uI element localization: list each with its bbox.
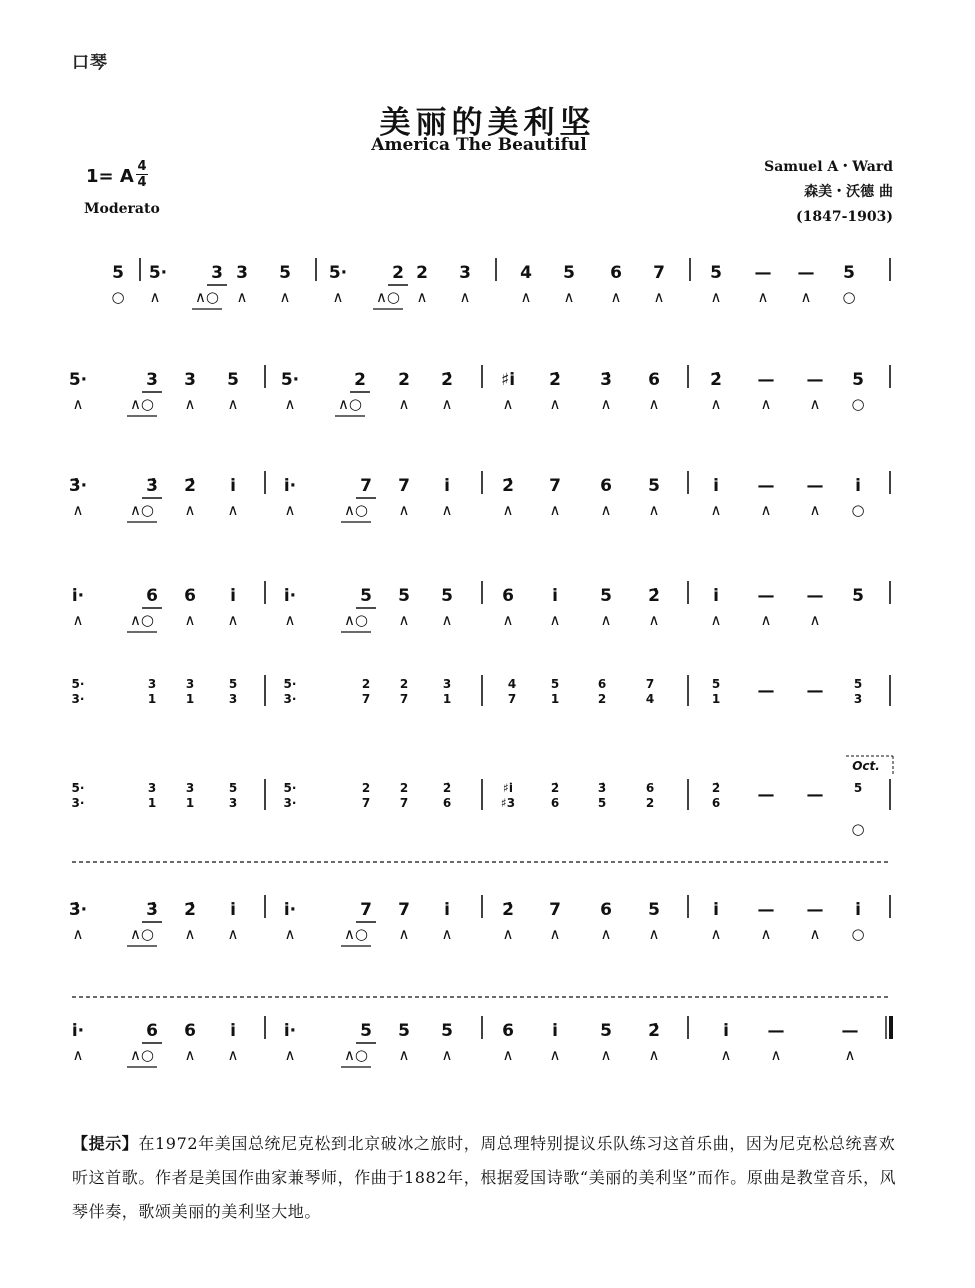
draw-mark: ∧: [600, 395, 612, 413]
note: i̇: [713, 900, 719, 920]
draw-mark: ∧: [227, 611, 239, 629]
chord-upper-note: 5: [853, 781, 863, 795]
chord-upper-note: 3: [442, 677, 452, 691]
note: 5: [600, 586, 612, 606]
chord-lower-note: 3·: [283, 796, 297, 810]
note: 5: [441, 1021, 453, 1041]
note: 7: [398, 900, 410, 920]
chord-upper-note: 5: [550, 677, 560, 691]
note: 2̇: [441, 370, 453, 390]
series-label: 口琴: [72, 53, 108, 73]
draw-mark: ∧: [502, 1046, 514, 1064]
note: i̇·: [283, 900, 297, 920]
chord-upper-note: 5: [228, 781, 238, 795]
meter-top: 4: [137, 159, 147, 174]
note: i̇·: [283, 1021, 297, 1041]
note: 2: [416, 263, 428, 283]
sustain-dash: —: [757, 476, 775, 496]
chord-upper-note: 2̇: [550, 781, 560, 795]
note: i̇: [855, 476, 861, 496]
note: 3̇·: [68, 900, 88, 920]
sustain-dash: —: [806, 370, 824, 390]
chord-upper-note: ♯i̇: [503, 781, 513, 795]
draw-mark: ∧: [549, 501, 561, 519]
chord-lower-note: 7: [361, 692, 371, 706]
note: 2̇: [648, 586, 660, 606]
note: 5: [398, 586, 410, 606]
draw-mark: ∧: [800, 288, 812, 306]
note: 2̇: [710, 370, 722, 390]
draw-mark: ∧○: [194, 288, 220, 306]
note: 2̇: [502, 476, 514, 496]
note: i̇·: [283, 476, 297, 496]
draw-mark: ∧○: [129, 611, 155, 629]
draw-mark: ∧○: [343, 1046, 369, 1064]
draw-mark: ∧: [610, 288, 622, 306]
draw-mark: ∧: [441, 1046, 453, 1064]
note: 5: [852, 370, 864, 390]
draw-mark: ∧: [398, 925, 410, 943]
song-title-chinese: 美丽的美利坚: [379, 105, 596, 141]
chord-lower-note: 1: [147, 692, 157, 706]
chord-upper-note: 5: [711, 677, 721, 691]
blow-mark: ○: [851, 501, 865, 519]
draw-mark: ∧: [809, 925, 821, 943]
note: 3̇: [146, 900, 158, 920]
note: 6: [648, 370, 660, 390]
draw-mark: ∧: [648, 1046, 660, 1064]
note: i̇: [230, 900, 236, 920]
draw-mark: ∧: [809, 611, 821, 629]
draw-mark: ∧: [600, 501, 612, 519]
chord-lower-note: 3·: [71, 692, 85, 706]
draw-mark: ∧: [600, 611, 612, 629]
note: 2̇: [184, 476, 196, 496]
note: 3̇: [600, 370, 612, 390]
draw-mark: ∧: [227, 1046, 239, 1064]
draw-mark: ∧: [549, 395, 561, 413]
note: 2̇: [549, 370, 561, 390]
sustain-dash: —: [757, 785, 775, 805]
note: 4: [520, 263, 532, 283]
draw-mark: ∧: [757, 288, 769, 306]
note: 3̇: [146, 476, 158, 496]
draw-mark: ∧: [809, 501, 821, 519]
draw-mark: ∧: [710, 611, 722, 629]
chord-lower-note: ♯3: [500, 796, 516, 810]
chord-lower-note: 2: [597, 692, 607, 706]
blow-mark: ○: [111, 288, 125, 306]
chord-upper-note: 4: [507, 677, 517, 691]
tip-label: 【提示】: [72, 1134, 139, 1153]
note: 5: [843, 263, 855, 283]
chord-lower-note: 1: [185, 692, 195, 706]
note: 7: [360, 476, 372, 496]
chord-lower-note: 3: [853, 692, 863, 706]
meter-bottom: 4: [137, 175, 147, 190]
draw-mark: ∧: [184, 611, 196, 629]
composer-english: Samuel A・Ward: [764, 159, 893, 175]
draw-mark: ∧: [720, 1046, 732, 1064]
draw-mark: ∧: [441, 501, 453, 519]
note: i̇·: [71, 586, 85, 606]
draw-mark: ∧: [600, 1046, 612, 1064]
chord-lower-note: 1: [442, 692, 452, 706]
draw-mark: ∧: [398, 611, 410, 629]
octave-label: Oct.: [852, 759, 880, 773]
draw-mark: ∧: [398, 395, 410, 413]
draw-mark: ∧: [648, 395, 660, 413]
draw-mark: ∧○: [375, 288, 401, 306]
note: 2̇: [648, 1021, 660, 1041]
note: 3: [236, 263, 248, 283]
note: 5·: [328, 263, 348, 283]
note: 3: [211, 263, 223, 283]
draw-mark: ∧: [72, 925, 84, 943]
chord-lower-note: 6: [550, 796, 560, 810]
draw-mark: ∧: [549, 925, 561, 943]
sustain-dash: —: [806, 900, 824, 920]
note: ♯i̇: [500, 370, 516, 390]
chord-upper-note: 5·: [71, 677, 85, 691]
draw-mark: ∧: [236, 288, 248, 306]
note: 5: [648, 476, 660, 496]
draw-mark: ∧: [760, 611, 772, 629]
draw-mark: ∧: [279, 288, 291, 306]
draw-mark: ∧: [72, 501, 84, 519]
blow-mark: ○: [842, 288, 856, 306]
draw-mark: ∧: [760, 925, 772, 943]
draw-mark: ∧: [710, 501, 722, 519]
draw-mark: ∧: [770, 1046, 782, 1064]
draw-mark: ∧: [648, 925, 660, 943]
draw-mark: ∧: [284, 611, 296, 629]
note: 5: [648, 900, 660, 920]
note: i̇: [444, 476, 450, 496]
chord-upper-note: 2: [399, 781, 409, 795]
note: 6: [502, 586, 514, 606]
chord-upper-note: 5·: [71, 781, 85, 795]
note: 3̇·: [68, 476, 88, 496]
draw-mark: ∧: [809, 395, 821, 413]
draw-mark: ∧: [184, 1046, 196, 1064]
note: 5: [360, 586, 372, 606]
note: 2: [398, 370, 410, 390]
note: 6: [146, 1021, 158, 1041]
draw-mark: ∧: [502, 501, 514, 519]
draw-mark: ∧○: [129, 395, 155, 413]
chord-upper-note: 6: [597, 677, 607, 691]
chord-upper-note: 3: [147, 677, 157, 691]
draw-mark: ∧○: [129, 925, 155, 943]
draw-mark: ∧: [284, 1046, 296, 1064]
draw-mark: ∧: [710, 395, 722, 413]
chord-upper-note: 5·: [283, 677, 297, 691]
note: 5: [112, 263, 124, 283]
draw-mark: ∧○: [343, 611, 369, 629]
sustain-dash: —: [757, 370, 775, 390]
sustain-dash: —: [757, 586, 775, 606]
draw-mark: ∧○: [343, 925, 369, 943]
note: i̇: [444, 900, 450, 920]
sustain-dash: —: [797, 263, 815, 283]
composer-chinese: 森美・沃德 曲: [804, 184, 893, 200]
draw-mark: ∧: [398, 501, 410, 519]
chord-upper-note: 7: [645, 677, 655, 691]
chord-lower-note: 3: [228, 692, 238, 706]
sustain-dash: —: [754, 263, 772, 283]
draw-mark: ∧: [710, 288, 722, 306]
draw-mark: ∧: [520, 288, 532, 306]
draw-mark: ∧: [72, 395, 84, 413]
chord-lower-note: 3·: [71, 796, 85, 810]
chord-upper-note: 3: [185, 781, 195, 795]
note: 5·: [280, 370, 300, 390]
chord-upper-note: 6: [645, 781, 655, 795]
draw-mark: ∧: [184, 501, 196, 519]
note: 5: [398, 1021, 410, 1041]
chord-lower-note: 6: [711, 796, 721, 810]
draw-mark: ∧: [184, 925, 196, 943]
note: 7: [549, 476, 561, 496]
note: 5·: [68, 370, 88, 390]
chord-lower-note: 1: [147, 796, 157, 810]
draw-mark: ∧: [648, 611, 660, 629]
chord-lower-note: 7: [399, 796, 409, 810]
note: 3: [184, 370, 196, 390]
sustain-dash: —: [841, 1021, 859, 1041]
note: 7: [549, 900, 561, 920]
chord-upper-note: 2: [399, 677, 409, 691]
draw-mark: ∧: [441, 925, 453, 943]
draw-mark: ∧: [459, 288, 471, 306]
note: i̇: [723, 1021, 729, 1041]
chord-lower-note: 4: [645, 692, 655, 706]
note: 5: [563, 263, 575, 283]
note: 3: [146, 370, 158, 390]
draw-mark: ∧: [72, 611, 84, 629]
chord-upper-note: 3: [147, 781, 157, 795]
draw-mark: ∧: [648, 501, 660, 519]
chord-upper-note: 5: [853, 677, 863, 691]
blow-mark: ○: [851, 820, 865, 838]
note: 6: [146, 586, 158, 606]
chord-upper-note: 2̇: [711, 781, 721, 795]
draw-mark: ∧: [502, 925, 514, 943]
chord-upper-note: 2: [361, 677, 371, 691]
draw-mark: ∧: [332, 288, 344, 306]
note: 2: [392, 263, 404, 283]
draw-mark: ∧: [227, 395, 239, 413]
note: i̇: [230, 586, 236, 606]
draw-mark: ∧: [227, 501, 239, 519]
note: 7: [398, 476, 410, 496]
blow-mark: ○: [851, 395, 865, 413]
draw-mark: ∧: [441, 395, 453, 413]
draw-mark: ∧: [398, 1046, 410, 1064]
note: i̇: [552, 1021, 558, 1041]
sustain-dash: —: [757, 900, 775, 920]
key-signature: 1= A: [86, 166, 134, 187]
sustain-dash: —: [806, 785, 824, 805]
tip-text: 在1972年美国总统尼克松到北京破冰之旅时，周总理特别提议乐队练习这首乐曲，因为尼克松总统喜欢听这首歌。作者是美国作曲家兼琴师，作曲于1882年，根据爱国诗歌“美丽的美利坚”而作。原曲是教堂音乐，风琴伴奏，歌颂美丽的美利坚大地。: [72, 1134, 897, 1221]
tempo-marking: Moderato: [84, 201, 160, 217]
draw-mark: ∧: [284, 501, 296, 519]
tip-paragraph: [72, 1127, 900, 1229]
note: i̇: [552, 586, 558, 606]
draw-mark: ∧: [184, 395, 196, 413]
note: 5: [360, 1021, 372, 1041]
chord-upper-note: 2̇: [442, 781, 452, 795]
blow-mark: ○: [851, 925, 865, 943]
chord-lower-note: 6: [442, 796, 452, 810]
chord-lower-note: 3: [228, 796, 238, 810]
draw-mark: ∧: [760, 395, 772, 413]
draw-mark: ∧: [760, 501, 772, 519]
chord-upper-note: 3: [185, 677, 195, 691]
draw-mark: ∧: [502, 395, 514, 413]
chord-lower-note: 7: [399, 692, 409, 706]
chord-upper-note: 5·: [283, 781, 297, 795]
note: 5·: [148, 263, 168, 283]
chord-lower-note: 3·: [283, 692, 297, 706]
draw-mark: ∧: [149, 288, 161, 306]
sustain-dash: —: [757, 681, 775, 701]
sustain-dash: —: [806, 681, 824, 701]
draw-mark: ∧: [549, 1046, 561, 1064]
sustain-dash: —: [806, 586, 824, 606]
note: 6: [184, 586, 196, 606]
draw-mark: ∧: [72, 1046, 84, 1064]
note: i̇: [713, 586, 719, 606]
draw-mark: ∧: [549, 611, 561, 629]
draw-mark: ∧: [710, 925, 722, 943]
chord-upper-note: 5: [228, 677, 238, 691]
draw-mark: ∧: [653, 288, 665, 306]
note: 5: [710, 263, 722, 283]
sustain-dash: —: [767, 1021, 785, 1041]
note: 5: [279, 263, 291, 283]
note: 2̇: [502, 900, 514, 920]
composer-years: (1847-1903): [796, 209, 893, 225]
chord-lower-note: 7: [361, 796, 371, 810]
note: 3: [459, 263, 471, 283]
chord-upper-note: 2: [361, 781, 371, 795]
note: 7: [360, 900, 372, 920]
note: i̇: [713, 476, 719, 496]
chord-lower-note: 5: [597, 796, 607, 810]
note: i̇·: [71, 1021, 85, 1041]
note: 6: [184, 1021, 196, 1041]
draw-mark: ∧: [284, 925, 296, 943]
draw-mark: ∧: [563, 288, 575, 306]
sustain-dash: —: [806, 476, 824, 496]
chord-lower-note: 7: [507, 692, 517, 706]
draw-mark: ∧○: [129, 1046, 155, 1064]
note: i̇: [230, 1021, 236, 1041]
song-title-english: America The Beautiful: [371, 135, 587, 155]
draw-mark: ∧: [600, 925, 612, 943]
note: 2̇: [184, 900, 196, 920]
note: 5: [227, 370, 239, 390]
chord-upper-note: 3̇: [597, 781, 607, 795]
note: 7: [653, 263, 665, 283]
chord-lower-note: 1: [185, 796, 195, 810]
draw-mark: ∧: [284, 395, 296, 413]
note: 6: [600, 476, 612, 496]
draw-mark: ∧○: [343, 501, 369, 519]
note: 5: [441, 586, 453, 606]
note: i̇: [855, 900, 861, 920]
note: i̇·: [283, 586, 297, 606]
note: 5: [600, 1021, 612, 1041]
note: 6: [502, 1021, 514, 1041]
draw-mark: ∧: [502, 611, 514, 629]
note: 6: [610, 263, 622, 283]
chord-lower-note: 1: [550, 692, 560, 706]
note: 6: [600, 900, 612, 920]
draw-mark: ∧: [227, 925, 239, 943]
draw-mark: ∧: [844, 1046, 856, 1064]
draw-mark: ∧○: [129, 501, 155, 519]
draw-mark: ∧: [416, 288, 428, 306]
chord-lower-note: 2: [645, 796, 655, 810]
note: 5: [852, 586, 864, 606]
note: i̇: [230, 476, 236, 496]
note: 2: [354, 370, 366, 390]
chord-lower-note: 1: [711, 692, 721, 706]
draw-mark: ∧○: [337, 395, 363, 413]
draw-mark: ∧: [441, 611, 453, 629]
